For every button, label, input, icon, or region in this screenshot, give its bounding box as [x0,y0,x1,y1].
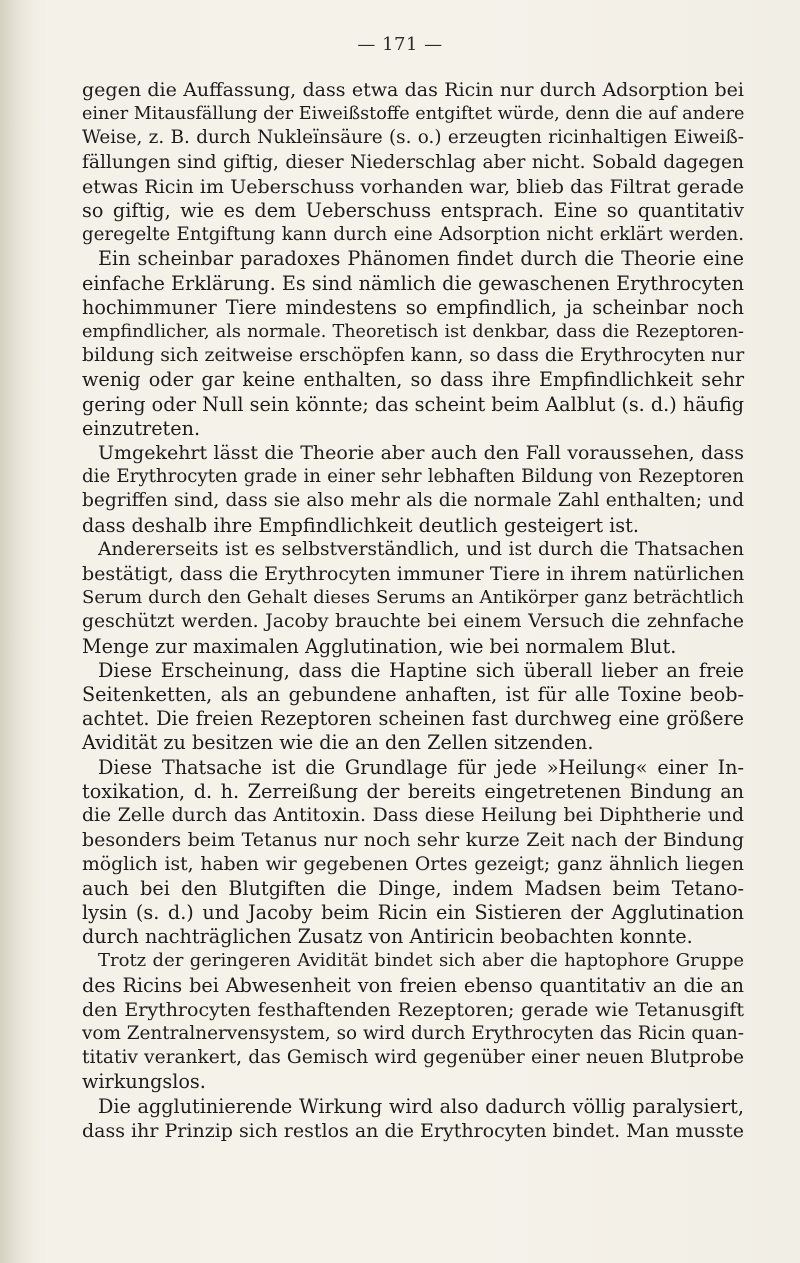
body-text [82,78,744,1143]
paragraph [82,247,744,441]
text-line: besonders beim Tetanus nur noch sehr kurze Zeit nach der Bindung [82,829,744,852]
paragraph [82,756,744,950]
text-line: fällungen sind giftig, dieser Niederschlag aber nicht. Sobald dagegen [82,151,744,173]
page-number: — 171 — [357,34,443,55]
text-line: Die agglutinierende Wirkung wird also dadurch völlig paralysiert, [98,1094,744,1118]
paragraph [82,949,744,1094]
paragraph [82,78,744,247]
text-line: Ein scheinbar paradoxes Phänomen findet durch die Theorie eine [98,247,744,271]
text-line: einfache Erklärung. Es sind nämlich die gewaschenen Erythrocyten [82,271,744,295]
text-line: bestätigt, dass die Erythrocyten immuner Tiere in ihrem natürlichen [82,563,745,586]
text-line: geregelte Entgiftung kann durch eine Adsorption nicht erklärt werden. [82,224,744,246]
text-line: die Zelle durch das Antitoxin. Dass diese Heilung bei Diphtherie und [82,805,744,827]
text-line: gegen die Auffassung, dass etwa das Ricin nur durch Adsorption bei [82,79,744,101]
text-line: wenig oder gar keine enthalten, so dass ihre Empfindlichkeit sehr [82,368,744,392]
text-line: Seitenketten, als an gebundene anhaften, ist für alle Toxine beob- [82,683,744,707]
paragraph [82,659,744,756]
text-line: empfindlicher, als normale. Theoretisch ist denkbar, dass die Rezeptoren- [82,322,744,343]
text-line: so giftig, wie es dem Ueberschuss entsprach. Eine so quantitativ [82,199,744,223]
text-line: Serum durch den Gehalt dieses Serums an Antikörper ganz beträchtlich [82,587,744,609]
text-line: toxikation, d. h. Zerreißung der bereits eingetretenen Bindung an [82,779,744,803]
text-line: achtet. Die freien Rezeptoren scheinen fast durchweg eine größere [82,707,744,731]
text-line: Menge zur maximalen Agglutination, wie bei normalem Blut. [82,634,677,658]
text-line: Avidität zu besitzen wie die an den Zellen sitzenden. [82,731,594,755]
text-line: vom Zentralnervensystem, so wird durch Erythrocyten das Ricin quan- [82,1022,744,1044]
text-line: titativ verankert, das Gemisch wird gegenüber einer neuen Blutprobe [82,1047,744,1069]
text-line: wirkungslos. [82,1070,206,1094]
text-line: Andererseits ist es selbstverständlich, und ist durch die Thatsachen [98,538,744,560]
paragraph [82,441,744,538]
text-line: geschützt werden. Jacoby brauchte bei einem Versuch die zehnfache [82,611,744,633]
text-line: des Ricins bei Abwesenheit von freien ebenso quantitativ an die an [82,973,744,997]
text-line: dass ihr Prinzip sich restlos an die Erythrocyten bindet. Man musste [82,1119,744,1142]
text-line: bildung sich zeitweise erschöpfen kann, so dass die Erythrocyten nur [82,345,745,367]
text-line: durch nachträglichen Zusatz von Antiricin beobachten konnte. [82,925,693,949]
text-line: Trotz der geringeren Avidität bindet sich aber die haptophore Gruppe [98,950,744,972]
paragraph [82,538,744,659]
text-line: die Erythrocyten grade in einer sehr lebhaften Bildung von Rezeptoren [82,466,744,488]
text-line: etwas Ricin im Ueberschuss vorhanden war, blieb das Filtrat gerade [82,175,744,198]
text-line: Diese Thatsache ist die Grundlage für jede »Heilung« einer In- [98,755,744,779]
text-line: auch bei den Blutgiften die Dinge, indem Madsen beim Tetano- [82,876,744,900]
binding-shadow [0,0,34,1263]
text-line: Weise, z. B. durch Nukleïnsäure (s. o.) erzeugten ricinhaltigen Eiweiß- [82,127,744,149]
text-line: den Erythrocyten festhaftenden Rezeptoren; gerade wie Tetanusgift [82,998,744,1021]
text-line: einzutreten. [82,416,201,440]
text-line: Umgekehrt lässt die Theorie aber auch den Fall voraussehen, dass [98,442,744,465]
text-line: dass deshalb ihre Empfindlichkeit deutlich gesteigert ist. [82,513,639,537]
paragraph [82,1095,744,1143]
text-line: einer Mitausfällung der Eiweißstoffe entgiftet würde, denn die auf andere [82,104,745,125]
text-line: Diese Erscheinung, dass die Haptine sich überall lieber an freie [98,658,744,682]
text-line: lysin (s. d.) und Jacoby beim Ricin ein Sistieren der Agglutination [82,900,744,924]
text-line: gering oder Null sein könnte; das scheint beim Aalblut (s. d.) häufig [82,392,745,416]
text-line: begriffen sind, dass sie also mehr als die normale Zahl enthalten; und [82,490,744,512]
text-line: hochimmuner Tiere mindestens so empfindlich, ja scheinbar noch [82,295,744,319]
text-line: möglich ist, haben wir gegebenen Ortes gezeigt; ganz ähnlich liegen [82,853,744,875]
